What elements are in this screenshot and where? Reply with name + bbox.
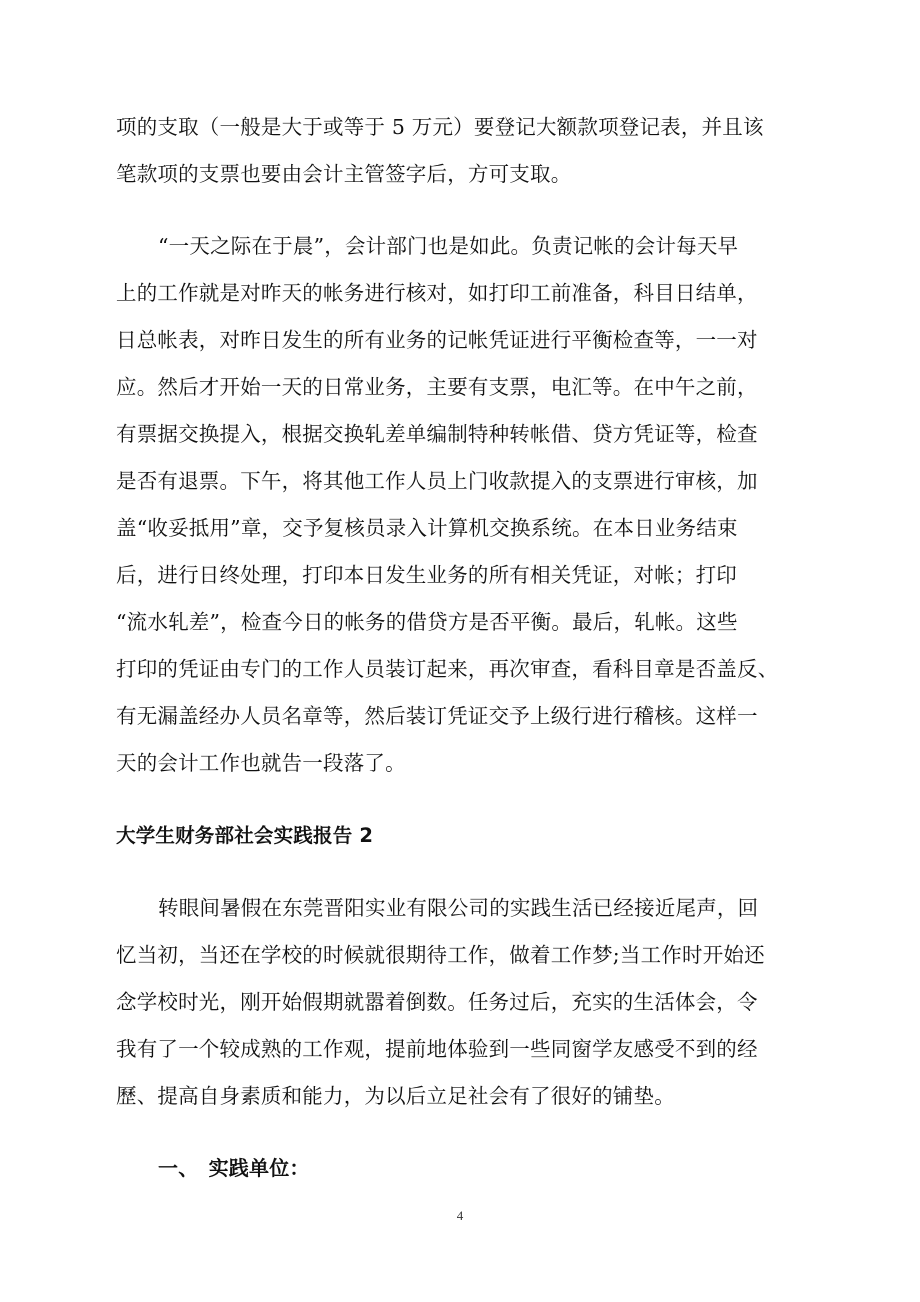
paragraph-a-line-2: 笔款项的支票也要由会计主管签字后，方可支取。: [116, 162, 572, 186]
paragraph-b-line-2: 上的工作就是对昨天的帐务进行核对，如打印工前准备，科目日结单，: [116, 281, 758, 305]
paragraph-b-line-9: “流水轧差”，检查今日的帐务的借贷方是否平衡。最后，轧帐。这些: [116, 610, 738, 634]
paragraph-b-line-1: “一天之际在于晨”，会计部门也是如此。负责记帐的会计每天早: [158, 234, 739, 258]
paragraph-b-line-6: 是否有退票。下午，将其他工作人员上门收款提入的支票进行审核，加: [116, 469, 758, 493]
paragraph-b-line-11: 有无漏盖经办人员名章等，然后装订凭证交予上级行进行稽核。这样一: [116, 704, 758, 728]
paragraph-b-line-5: 有票据交换提入，根据交换轧差单编制特种转帐借、贷方凭证等，检查: [116, 422, 758, 446]
paragraph-c-line-2: 忆当初，当还在学校的时候就很期待工作，做着工作梦;当工作时开始还: [116, 943, 765, 967]
paragraph-a-line-1: 项的支取（一般是大于或等于 5 万元）要登记大额款项登记表，并且该: [116, 115, 764, 139]
paragraph-c-line-4: 我有了一个较成熟的工作观，提前地体验到一些同窗学友感受不到的经: [116, 1037, 758, 1061]
report-heading: 大学生财务部社会实践报告 2: [116, 824, 374, 847]
paragraph-b-line-8: 后，进行日终处理，打印本日发生业务的所有相关凭证，对帐；打印: [116, 563, 737, 587]
paragraph-c-line-1: 转眼间暑假在东莞晋阳实业有限公司的实践生活已经接近尾声，回: [158, 896, 759, 920]
page-number: 4: [456, 1208, 464, 1223]
paragraph-b-line-10: 打印的凭证由专门的工作人员装订起来，再次审查，看科目章是否盖反、: [116, 657, 779, 681]
paragraph-b-line-12: 天的会计工作也就告一段落了。: [116, 751, 406, 775]
paragraph-b-line-4: 应。然后才开始一天的日常业务，主要有支票，电汇等。在中午之前，: [116, 375, 758, 399]
paragraph-b-line-3: 日总帐表，对昨日发生的所有业务的记帐凭证进行平衡检查等，一一对: [116, 328, 758, 352]
paragraph-c-line-3: 念学校时光，刚开始假期就嚣着倒数。任务过后，充实的生活体会，令: [116, 990, 758, 1014]
section-heading: 一、 实践单位：: [158, 1156, 310, 1180]
paragraph-b-line-7: 盖“收妥抵用”章，交予复核员录入计算机交换系统。在本日业务结束: [116, 516, 738, 540]
paragraph-c-line-5: 歷、提高自身素质和能力，为以后立足社会有了很好的铺垫。: [116, 1084, 675, 1108]
